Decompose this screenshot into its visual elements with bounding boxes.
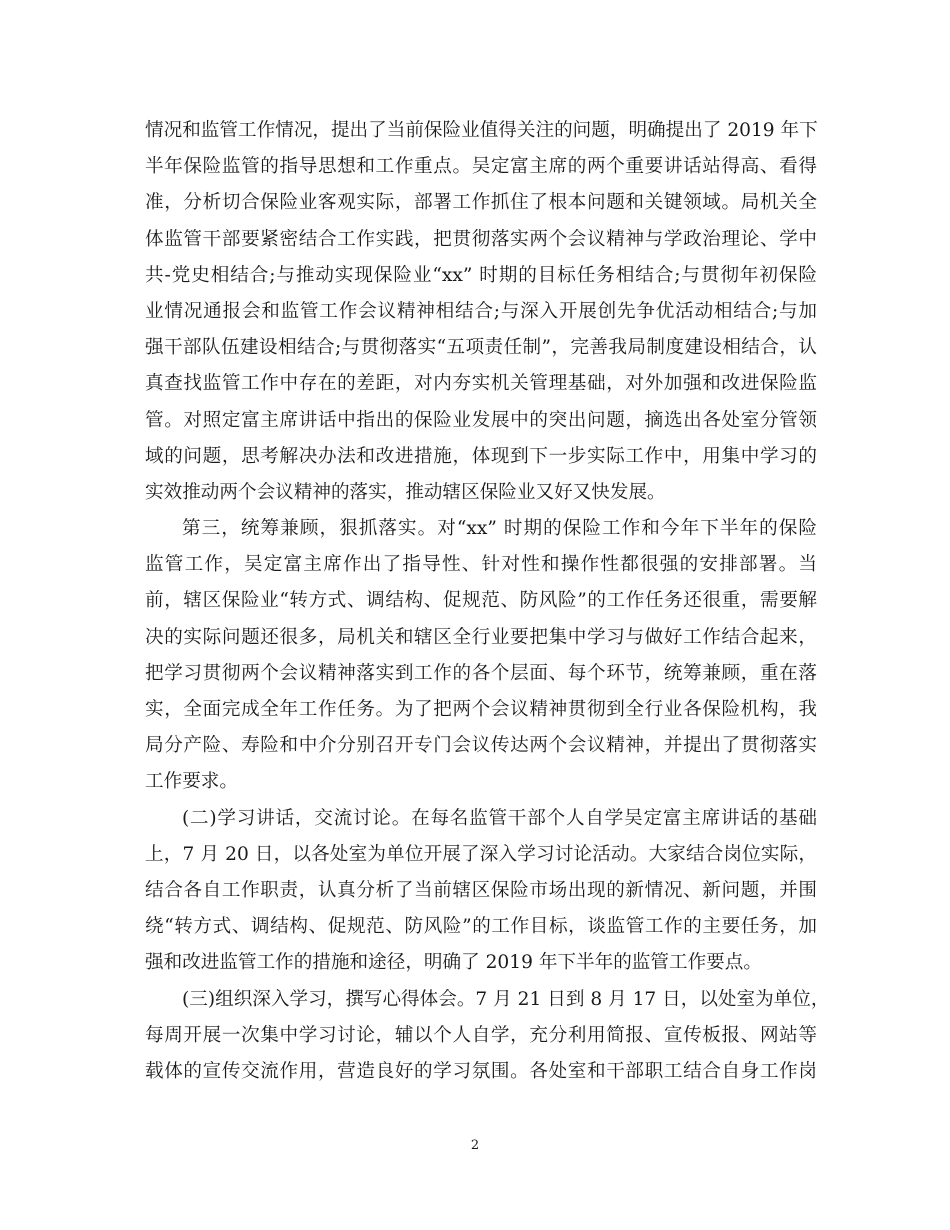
text-line: 结合各自工作职责，认真分析了当前辖区保险市场出现的新情况、新问题，并围 bbox=[145, 879, 817, 901]
text-line: 绕“转方式、调结构、促规范、防风险”的工作目标，谈监管工作的主要任务，加 bbox=[145, 916, 817, 938]
text-line: 真查找监管工作中存在的差距，对内夯实机关管理基础，对外加强和改进保险监 bbox=[145, 373, 817, 395]
text-line: 域的问题，思考解决办法和改进措施，体现到下一步实际工作中，用集中学习的 bbox=[145, 445, 817, 467]
text-line: 载体的宣传交流作用，营造良好的学习氛围。各处室和干部职工结合自身工作岗 bbox=[145, 1060, 817, 1082]
text-line: 准，分析切合保险业客观实际，部署工作抓住了根本问题和关键领域。局机关全 bbox=[145, 192, 817, 214]
text-line: 前，辖区保险业“转方式、调结构、促规范、防风险”的工作任务还很重，需要解 bbox=[145, 590, 817, 612]
text-line: 决的实际问题还很多，局机关和辖区全行业要把集中学习与做好工作结合起来， bbox=[145, 626, 817, 648]
text-line: 工作要求。 bbox=[145, 771, 238, 793]
text-line: (三)组织深入学习，撰写心得体会。7 月 21 日到 8 月 17 日，以处室为单位， bbox=[182, 988, 830, 1010]
text-line: 实效推动两个会议精神的落实，推动辖区保险业又好又快发展。 bbox=[145, 481, 666, 503]
text-line: 业情况通报会和监管工作会议精神相结合;与深入开展创先争优活动相结合;与加 bbox=[145, 300, 817, 322]
page-number: 2 bbox=[470, 1138, 480, 1153]
text-line: 实，全面完成全年工作任务。为了把两个会议精神贯彻到全行业各保险机构，我 bbox=[145, 699, 817, 720]
text-line: 第三，统筹兼顾，狠抓落实。对“xx” 时期的保险工作和今年下半年的保险 bbox=[182, 518, 817, 540]
text-line: 把学习贯彻两个会议精神落实到工作的各个层面、每个环节，统筹兼顾，重在落 bbox=[145, 662, 817, 684]
text-line: 上，7 月 20 日，以各处室为单位开展了深入学习讨论活动。大家结合岗位实际， bbox=[145, 843, 817, 865]
text-line: 共-党史相结合;与推动实现保险业“xx” 时期的目标任务相结合;与贯彻年初保险 bbox=[145, 264, 817, 286]
text-line: 局分产险、寿险和中介分别召开专门会议传达两个会议精神，并提出了贯彻落实 bbox=[145, 735, 817, 757]
text-line: 强干部队伍建设相结合;与贯彻落实“五项责任制”，完善我局制度建设相结合，认 bbox=[145, 337, 817, 359]
text-line: 监管工作，吴定富主席作出了指导性、针对性和操作性都很强的安排部署。当 bbox=[145, 554, 817, 576]
text-line: 体监管干部要紧密结合工作实践，把贯彻落实两个会议精神与学政治理论、学中 bbox=[145, 228, 817, 250]
text-line: (二)学习讲话，交流讨论。在每名监管干部个人自学吴定富主席讲话的基础 bbox=[182, 807, 817, 829]
text-line: 管。对照定富主席讲话中指出的保险业发展中的突出问题，摘选出各处室分管领 bbox=[145, 409, 817, 431]
text-line: 每周开展一次集中学习讨论，辅以个人自学，充分利用简报、宣传板报、网站等 bbox=[145, 1024, 817, 1046]
text-line: 强和改进监管工作的措施和途径，明确了 2019 年下半年的监管工作要点。 bbox=[145, 952, 762, 974]
text-line: 情况和监管工作情况，提出了当前保险业值得关注的问题，明确提出了 2019 年下 bbox=[145, 120, 818, 141]
document-body bbox=[145, 113, 830, 1090]
text-line: 半年保险监管的指导思想和工作重点。吴定富主席的两个重要讲话站得高、看得 bbox=[145, 156, 817, 178]
